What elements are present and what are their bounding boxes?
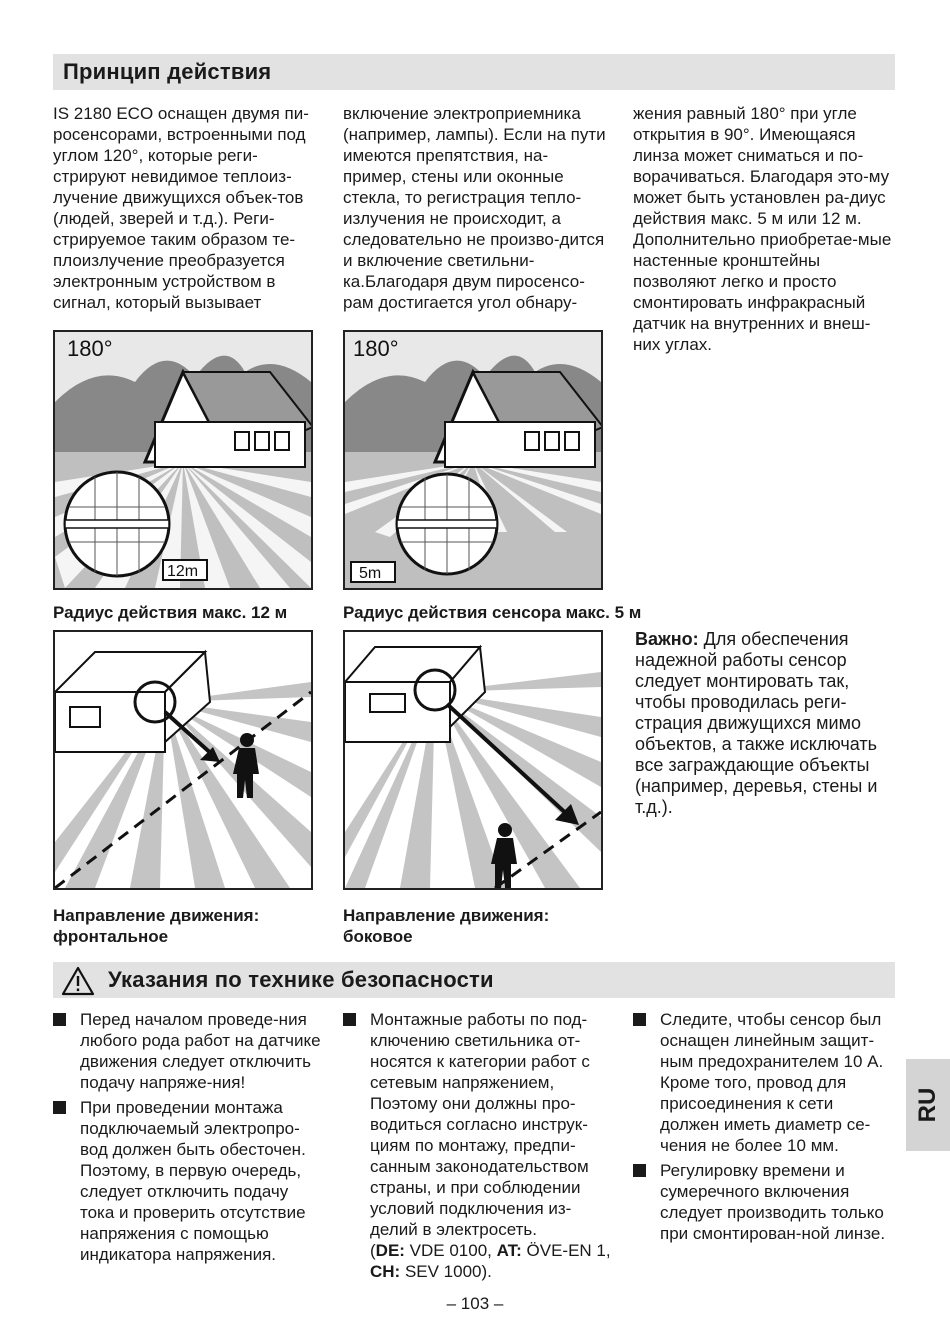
intro-text-3a: жения равный 180° при угле открытия в 90°. Имеющаяся линза может сниматься и по-ворачиваться. Благодаря это-му может быть установлен ра-диус действия макс. 5 м или 12 м.	[633, 104, 890, 228]
safety-text: При проведении монтажа подключаемый электропро-вод должен быть обесточен. Поэтому, в первую очередь, следует отключить подачу тока и проверить отсутствие напряжения с помощью индикатора напряжения.	[80, 1098, 306, 1264]
country-code-de: DE:	[375, 1241, 405, 1260]
country-code-ch: CH:	[370, 1262, 401, 1281]
section-title: Указания по технике безопасности	[108, 967, 494, 992]
safety-column-3	[633, 1009, 895, 1248]
caption-frontal-line2: фронтальное	[53, 927, 169, 946]
bullet-square-icon	[633, 1013, 646, 1026]
important-text: Для обеспечения надежной работы сенсор следует монтировать так, чтобы проводилась реги-страция движущихся мимо объектов, а также исключать все заграждающие объекты (например, деревья, стены и т.д.).	[635, 629, 878, 817]
range-illustration-12m	[55, 332, 311, 588]
figure-range-12m	[53, 330, 313, 590]
language-tab-label: RU	[914, 1087, 941, 1123]
list-item	[633, 1009, 895, 1156]
list-item	[53, 1009, 323, 1093]
bullet-square-icon	[53, 1101, 66, 1114]
caption-lateral-line1: Направление движения:	[343, 906, 550, 925]
standard-de: VDE 0100,	[404, 1241, 497, 1260]
caption-lateral-line2: боковое	[343, 927, 413, 946]
language-tab	[906, 1059, 950, 1151]
frontal-motion-illustration	[55, 632, 311, 888]
list-item	[633, 1160, 895, 1244]
safety-text: Перед началом проведе-ния любого рода работ на датчике движения следует отключить подачу напряже-ния!	[80, 1010, 321, 1092]
angle-label: 180°	[353, 336, 399, 361]
intro-column-3	[633, 103, 895, 355]
list-item	[53, 1097, 323, 1265]
page-number: – 103 –	[446, 1294, 504, 1313]
important-label: Важно:	[635, 629, 699, 649]
bullet-square-icon	[633, 1164, 646, 1177]
caption-range-12m: Радиус действия макс. 12 м	[53, 603, 288, 622]
figure-direction-lateral	[343, 630, 603, 890]
standard-at: ÖVE-EN 1,	[521, 1241, 611, 1260]
safety-text: Монтажные работы по под-ключению светильника от-носятся к категории работ с сетевым напряжением, Поэтому они должны про-водиться согласно инструк-циям по монтажу, предпи-санным законодательством страны, и при соблюдении условий подключения из-делий в электросеть.	[370, 1010, 590, 1239]
safety-text: Регулировку времени и сумеречного включения следует производить только при смонтирован-ной линзе.	[660, 1161, 886, 1243]
angle-label: 180°	[67, 336, 113, 361]
caption-lateral	[343, 905, 549, 947]
safety-column-1	[53, 1009, 323, 1269]
caption-range-5m: Радиус действия сенсора макс. 5 м	[343, 603, 642, 622]
intro-text-3b: Дополнительно приобретае-мые настенные кронштейны позволяют легко и просто смонтировать инфракрасный датчик на внутренних и внеш-них углах.	[633, 230, 892, 354]
safety-text: Следите, чтобы сенсор был оснащен линейным защит-ным предохранителем 10 А. Кроме того, провод для присоединения к сети должен иметь диаметр се-чения не более 10 мм.	[660, 1010, 884, 1155]
lateral-motion-illustration	[345, 632, 601, 888]
caption-frontal-line1: Направление движения:	[53, 906, 260, 925]
distance-label: 12m	[167, 563, 199, 580]
intro-column-1	[53, 103, 318, 313]
country-code-at: AT:	[496, 1241, 522, 1260]
distance-label: 5m	[359, 565, 382, 582]
safety-column-2	[343, 1009, 613, 1286]
warning-triangle-icon	[61, 966, 95, 996]
intro-column-2	[343, 103, 611, 313]
list-item: Монтажные работы по под-ключению светильника от-носятся к категории работ с сетевым напряжением, Поэтому они должны про-водиться согласно инструк-циям по монтажу, предпи-санным законодательством страны, и при соблюдении условий подключения из-делий в электросеть. (DE: VDE 0100, AT: ÖVE-EN 1, CH: SEV 1000).	[343, 1009, 613, 1282]
figure-direction-frontal	[53, 630, 313, 890]
standard-ch: SEV 1000).	[400, 1262, 492, 1281]
bullet-square-icon	[53, 1013, 66, 1026]
caption-frontal	[53, 905, 259, 947]
section-header-safety	[53, 962, 895, 998]
intro-text-2: включение электроприемника (например, лампы). Если на пути имеются препятствия, на-пример, стены или оконные стекла, то регистрация тепло-излучения не происходит, а следовательно не произво-дится и включение светильни-ка.Благодаря двум пиросенсо-рам достигается угол обнару-	[343, 104, 606, 312]
section-title: Принцип действия	[63, 59, 272, 84]
section-header-operation	[53, 54, 895, 90]
range-illustration-5m	[345, 332, 601, 588]
bullet-square-icon	[343, 1013, 356, 1026]
important-note	[635, 629, 897, 818]
figure-range-5m	[343, 330, 603, 590]
intro-text-1: IS 2180 ECO оснащен двумя пи-росенсорами, встроенными под углом 120°, которые реги-стрируют невидимое теплоиз-лучение движущихся объек-тов (людей, зверей и т.д.). Реги-стрируемое таким образом те-плоизлучение преобразуется электронным устройством в сигнал, который вызывает	[53, 104, 309, 312]
